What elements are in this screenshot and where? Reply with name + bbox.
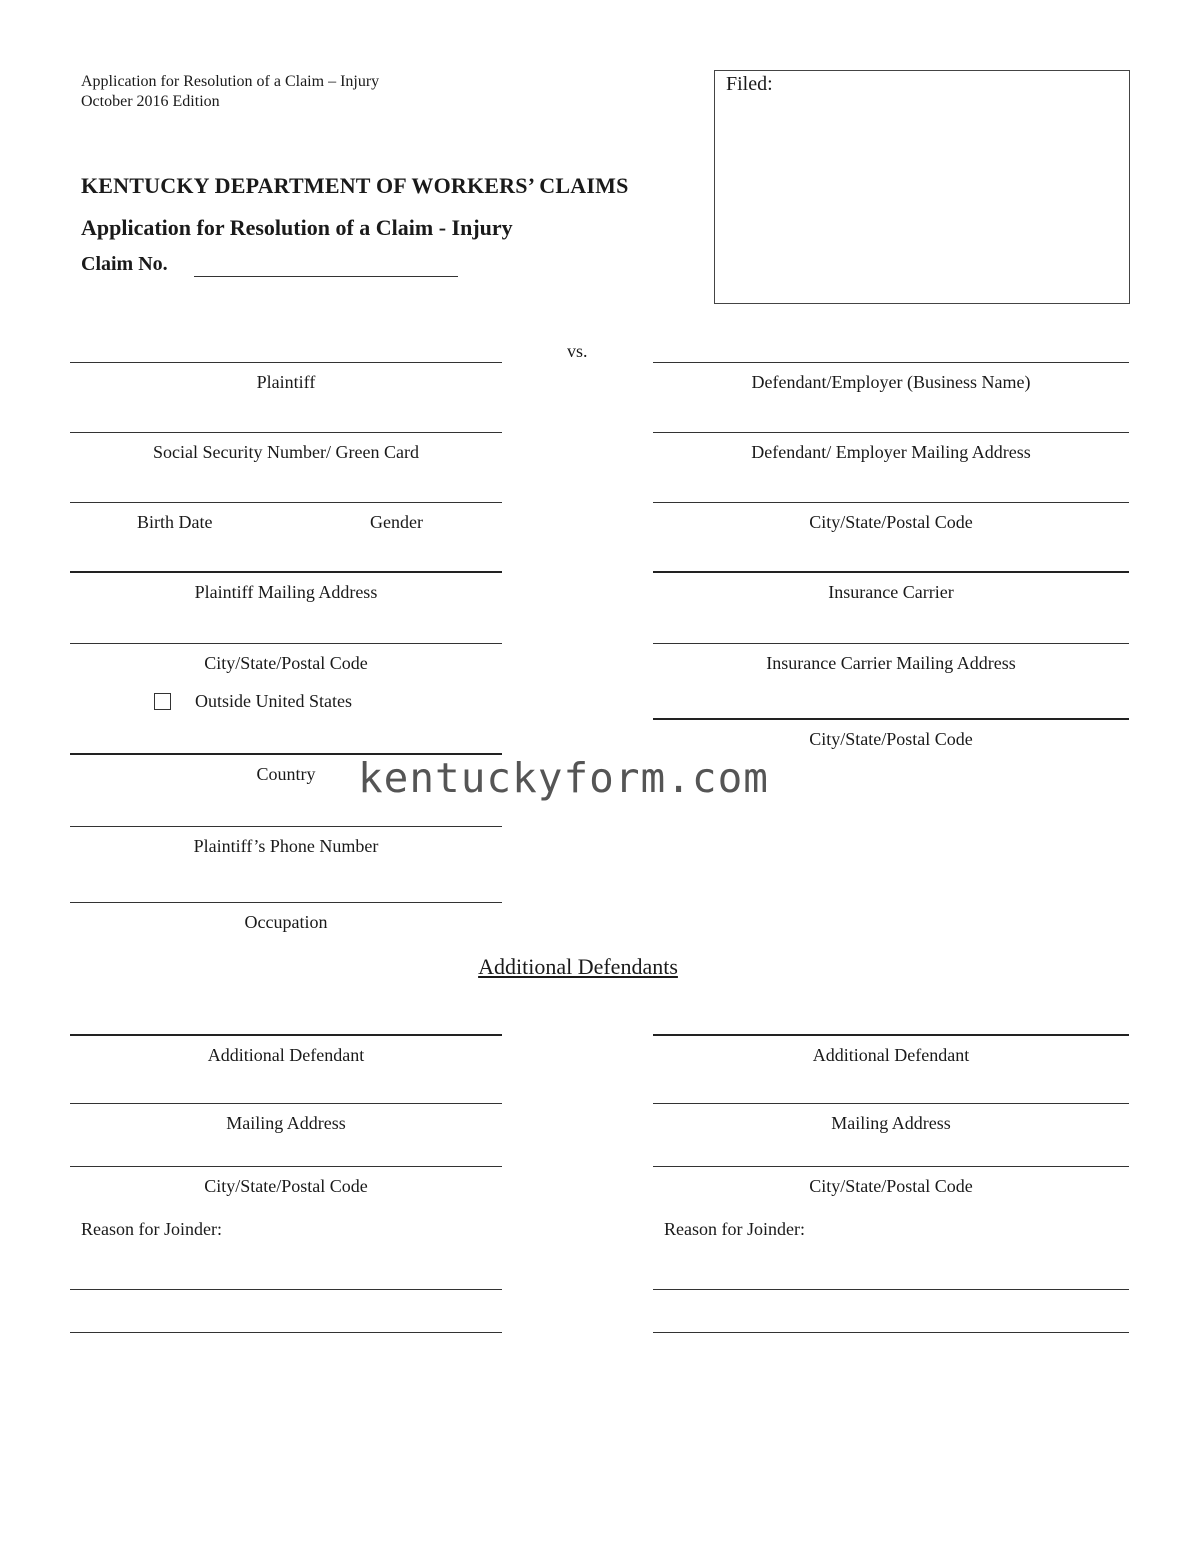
plaintiff-address-field[interactable] <box>70 571 502 603</box>
additional-city-left-label: City/State/Postal Code <box>204 1176 368 1196</box>
employer-address-field[interactable] <box>653 432 1129 463</box>
joinder-reason-right-label: Reason for Joinder: <box>664 1219 805 1239</box>
additional-city-left-field[interactable] <box>70 1166 502 1197</box>
joinder-reason-right-line-2[interactable] <box>653 1332 1129 1333</box>
joinder-reason-left-label: Reason for Joinder: <box>81 1219 222 1239</box>
plaintiff-city-label: City/State/Postal Code <box>204 653 368 673</box>
outside-us-label: Outside United States <box>195 691 352 711</box>
employer-field[interactable] <box>653 362 1129 393</box>
additional-address-right-label: Mailing Address <box>831 1113 951 1133</box>
joinder-reason-left-line-1[interactable] <box>70 1289 502 1290</box>
carrier-address-label: Insurance Carrier Mailing Address <box>766 653 1016 673</box>
ssn-field[interactable] <box>70 432 502 463</box>
country-label: Country <box>256 764 316 784</box>
form-title: Application for Resolution of a Claim - Injury <box>81 215 513 240</box>
additional-address-left-label: Mailing Address <box>226 1113 346 1133</box>
insurance-carrier-field[interactable] <box>653 571 1129 603</box>
carrier-address-field[interactable] <box>653 643 1129 674</box>
carrier-city-field[interactable] <box>653 718 1129 750</box>
form-edition: October 2016 Edition <box>81 93 220 110</box>
phone-label: Plaintiff’s Phone Number <box>193 836 379 856</box>
additional-city-right-label: City/State/Postal Code <box>809 1176 973 1196</box>
ssn-label: Social Security Number/ Green Card <box>153 442 419 462</box>
phone-field[interactable] <box>70 826 502 857</box>
additional-defendants-heading: Additional Defendants <box>478 954 678 979</box>
form-name-header <box>81 72 379 112</box>
form-name: Application for Resolution of a Claim – Injury <box>81 73 380 90</box>
additional-defendant-right-label: Additional Defendant <box>812 1045 970 1065</box>
additional-city-right-field[interactable] <box>653 1166 1129 1197</box>
gender-label: Gender <box>370 512 423 532</box>
employer-label: Defendant/Employer (Business Name) <box>751 372 1031 392</box>
plaintiff-field[interactable] <box>70 362 502 393</box>
plaintiff-city-field[interactable] <box>70 643 502 674</box>
claim-no-field[interactable] <box>194 276 458 277</box>
occupation-field[interactable] <box>70 902 502 933</box>
additional-defendant-left-label: Additional Defendant <box>207 1045 365 1065</box>
additional-defendant-left-field[interactable] <box>70 1034 502 1066</box>
additional-address-right-field[interactable] <box>653 1103 1129 1134</box>
birth-date-label: Birth Date <box>137 512 213 532</box>
joinder-reason-left-line-2[interactable] <box>70 1332 502 1333</box>
employer-city-label: City/State/Postal Code <box>809 512 973 532</box>
employer-city-field[interactable] <box>653 502 1129 533</box>
employer-address-label: Defendant/ Employer Mailing Address <box>751 442 1031 462</box>
plaintiff-address-label: Plaintiff Mailing Address <box>194 582 378 602</box>
additional-address-left-field[interactable] <box>70 1103 502 1134</box>
filed-label: Filed: <box>726 73 773 95</box>
carrier-city-label: City/State/Postal Code <box>809 729 973 749</box>
occupation-label: Occupation <box>244 912 328 932</box>
watermark-text: kentuckyform.com <box>358 754 769 802</box>
claim-no-label: Claim No. <box>81 253 168 275</box>
birthdate-gender-field[interactable] <box>70 502 502 533</box>
additional-defendant-right-field[interactable] <box>653 1034 1129 1066</box>
versus-label: vs. <box>567 341 588 361</box>
plaintiff-label: Plaintiff <box>256 372 316 392</box>
insurance-carrier-label: Insurance Carrier <box>828 582 954 602</box>
joinder-reason-right-line-1[interactable] <box>653 1289 1129 1290</box>
agency-title: KENTUCKY DEPARTMENT OF WORKERS’ CLAIMS <box>81 173 629 198</box>
filed-stamp-box <box>714 70 1130 304</box>
outside-us-checkbox[interactable] <box>154 693 171 710</box>
